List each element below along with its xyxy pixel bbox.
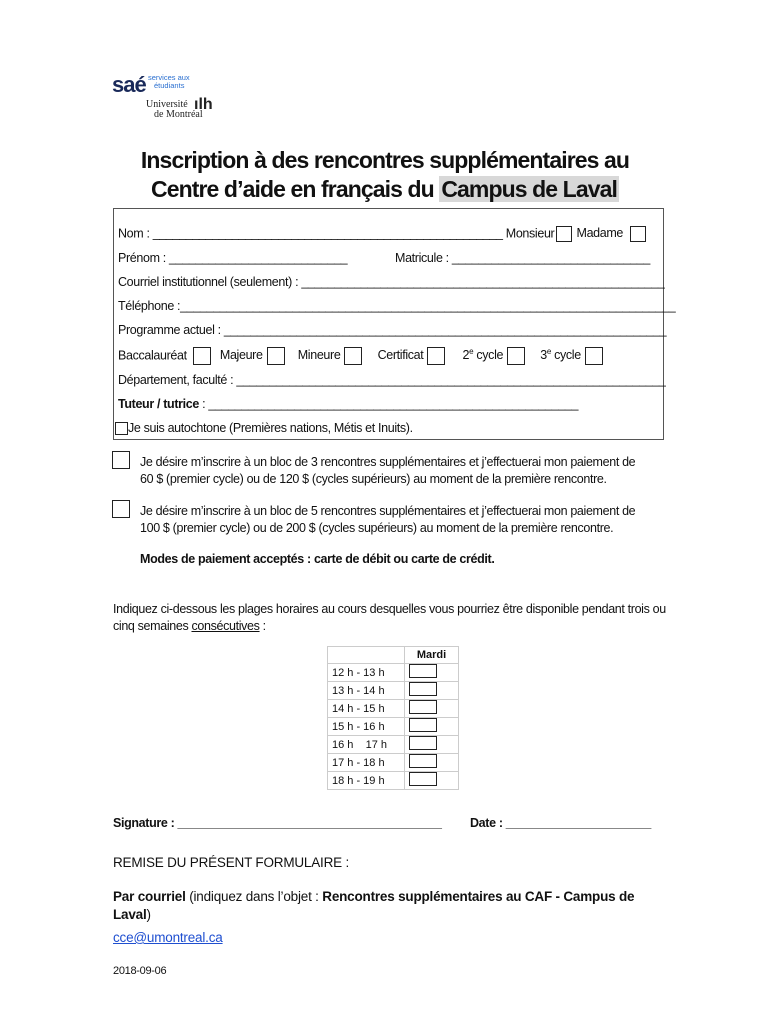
slot-time: 14 h - 15 h — [328, 700, 405, 718]
tuteur-row — [118, 397, 578, 411]
slot-cell — [405, 772, 459, 790]
slot-checkbox[interactable] — [409, 754, 437, 768]
cycle2-sup: e — [469, 347, 474, 357]
mineure-label: Mineure — [297, 348, 341, 363]
bloc5-text — [140, 503, 635, 537]
slot-cell — [405, 682, 459, 700]
slot-time: 18 h - 19 h — [328, 772, 405, 790]
madame-label: Madame — [576, 226, 624, 241]
program-type-row — [118, 347, 603, 365]
title-line2 — [60, 175, 710, 204]
nom-field[interactable]: Nom : _____________________________________________________ — [118, 226, 503, 241]
sae-logo-subtitle — [148, 74, 190, 90]
remise-heading: REMISE DU PRÉSENT FORMULAIRE : — [113, 855, 350, 870]
par-courriel-label: Par courriel — [113, 889, 186, 904]
slot-cell — [405, 700, 459, 718]
table-row — [328, 772, 459, 790]
intro-underlined: consécutives — [191, 619, 260, 633]
monsieur-label: Monsieur — [505, 226, 555, 241]
autochtone-label: Je suis autochtone (Premières nations, Métis et Inuits). — [128, 421, 413, 435]
cycle2-checkbox[interactable] — [507, 347, 525, 365]
cycle3-sup: e — [546, 347, 551, 357]
tuteur-field[interactable]: : ________________________________________________________ — [198, 397, 579, 411]
schedule-intro — [113, 601, 666, 635]
title-line1: Inscription à des rencontres supplémentaires au — [140, 147, 630, 173]
schedule-intro-line2 — [113, 618, 666, 635]
sae-logo: saé — [112, 72, 146, 97]
courriel-field[interactable]: Courriel institutionnel (seulement) : _______________________________________________________ — [118, 275, 665, 289]
autochtone-row — [115, 421, 413, 435]
slot-cell — [405, 664, 459, 682]
cycle3-num: 3 — [540, 348, 547, 363]
prenom-field[interactable]: Prénom : ___________________________ — [118, 251, 348, 265]
baccalaureat-label: Baccalauréat — [118, 348, 187, 363]
monsieur-checkbox[interactable] — [556, 226, 572, 242]
tuteur-label: Tuteur / tutrice — [118, 397, 199, 411]
slot-time: 15 h - 16 h — [328, 718, 405, 736]
title-highlight: Campus de Laval — [441, 176, 617, 202]
majeure-checkbox[interactable] — [267, 347, 285, 365]
bloc5-line2: 100 $ (premier cycle) ou de 200 $ (cycles supérieurs) au moment de la première rencontre. — [140, 521, 614, 535]
slot-time: 12 h - 13 h — [328, 664, 405, 682]
bloc3-line1: Je désire m’inscrire à un bloc de 3 rencontres supplémentaires et j’effectuerai mon paiement de — [140, 455, 636, 469]
cycle3-checkbox[interactable] — [585, 347, 603, 365]
bloc3-line2: 60 $ (premier cycle) ou de 120 $ (cycles supérieurs) au moment de la première rencontre. — [140, 472, 607, 486]
table-row — [328, 754, 459, 772]
slot-checkbox[interactable] — [409, 700, 437, 714]
bloc3-checkbox[interactable] — [112, 451, 130, 469]
objet-bold: Rencontres supplémentaires au CAF - Campus de Laval — [113, 889, 635, 922]
slot-cell — [405, 754, 459, 772]
schedule-intro-line1: Indiquez ci-dessous les plages horaires au cours desquelles vous pourriez être disponible pendant trois ou — [113, 602, 666, 616]
table-row — [328, 664, 459, 682]
schedule-corner — [328, 647, 405, 664]
schedule-table — [327, 646, 459, 790]
sae-sub-line1: services aux — [148, 73, 190, 82]
telephone-field[interactable]: Téléphone :___________________________________________________________________________ — [118, 299, 676, 313]
slot-time: 13 h - 14 h — [328, 682, 405, 700]
title-line2-prefix: Centre d’aide en français du — [150, 176, 440, 202]
slot-checkbox[interactable] — [409, 664, 437, 678]
departement-field[interactable]: Département, faculté : _________________________________________________________________ — [118, 373, 666, 387]
certificat-checkbox[interactable] — [427, 347, 445, 365]
matricule-field[interactable]: Matricule : ______________________________ — [395, 251, 650, 265]
signature-field[interactable]: Signature : ________________________________________ — [113, 816, 442, 830]
slot-checkbox[interactable] — [409, 772, 437, 786]
majeure-label: Majeure — [219, 348, 263, 363]
slot-cell — [405, 718, 459, 736]
table-row — [328, 700, 459, 718]
slot-time: 16 h 17 h — [328, 736, 405, 754]
intro-prefix: cinq semaines — [113, 619, 192, 633]
footer-date: 2018-09-06 — [113, 965, 167, 977]
objet-prefix: (indiquez dans l’objet : — [185, 889, 323, 904]
madame-checkbox[interactable] — [630, 226, 646, 242]
cycle3-text: cycle — [550, 348, 581, 363]
bloc5-checkbox[interactable] — [112, 500, 130, 518]
slot-checkbox[interactable] — [409, 718, 437, 732]
slot-checkbox[interactable] — [409, 736, 437, 750]
intro-suffix: : — [259, 619, 266, 633]
day-header: Mardi — [405, 647, 459, 664]
bloc3-text — [140, 454, 635, 488]
autochtone-checkbox[interactable] — [115, 422, 128, 435]
cycle2-label — [463, 348, 504, 362]
slot-time: 17 h - 18 h — [328, 754, 405, 772]
cycle2-num: 2 — [462, 348, 470, 363]
table-row — [328, 718, 459, 736]
payment-modes: Modes de paiement acceptés : carte de débit ou carte de crédit. — [140, 552, 495, 566]
udem-line2: de Montréal — [154, 109, 203, 120]
cycle2-text: cycle — [473, 348, 504, 363]
mineure-checkbox[interactable] — [344, 347, 362, 365]
remise-instructions — [113, 888, 673, 924]
date-field[interactable]: Date : ______________________ — [470, 816, 651, 830]
cycle3-label — [540, 348, 581, 362]
table-row — [328, 682, 459, 700]
bloc5-line1: Je désire m’inscrire à un bloc de 5 rencontres supplémentaires et j’effectuerai mon paiement de — [140, 504, 636, 518]
udem-mark-icon: ılh — [194, 96, 213, 113]
nom-row — [118, 226, 646, 242]
slot-cell — [405, 736, 459, 754]
programme-field[interactable]: Programme actuel : ___________________________________________________________________ — [118, 323, 667, 337]
sae-sub-line2: étudiants — [154, 81, 185, 90]
certificat-label: Certificat — [377, 348, 424, 363]
table-row — [328, 736, 459, 754]
baccalaureat-checkbox[interactable] — [193, 347, 211, 365]
slot-checkbox[interactable] — [409, 682, 437, 696]
objet-suffix: ) — [146, 907, 151, 922]
udem-line1: Université — [146, 99, 188, 110]
email-link[interactable]: cce@umontreal.ca — [113, 930, 223, 945]
